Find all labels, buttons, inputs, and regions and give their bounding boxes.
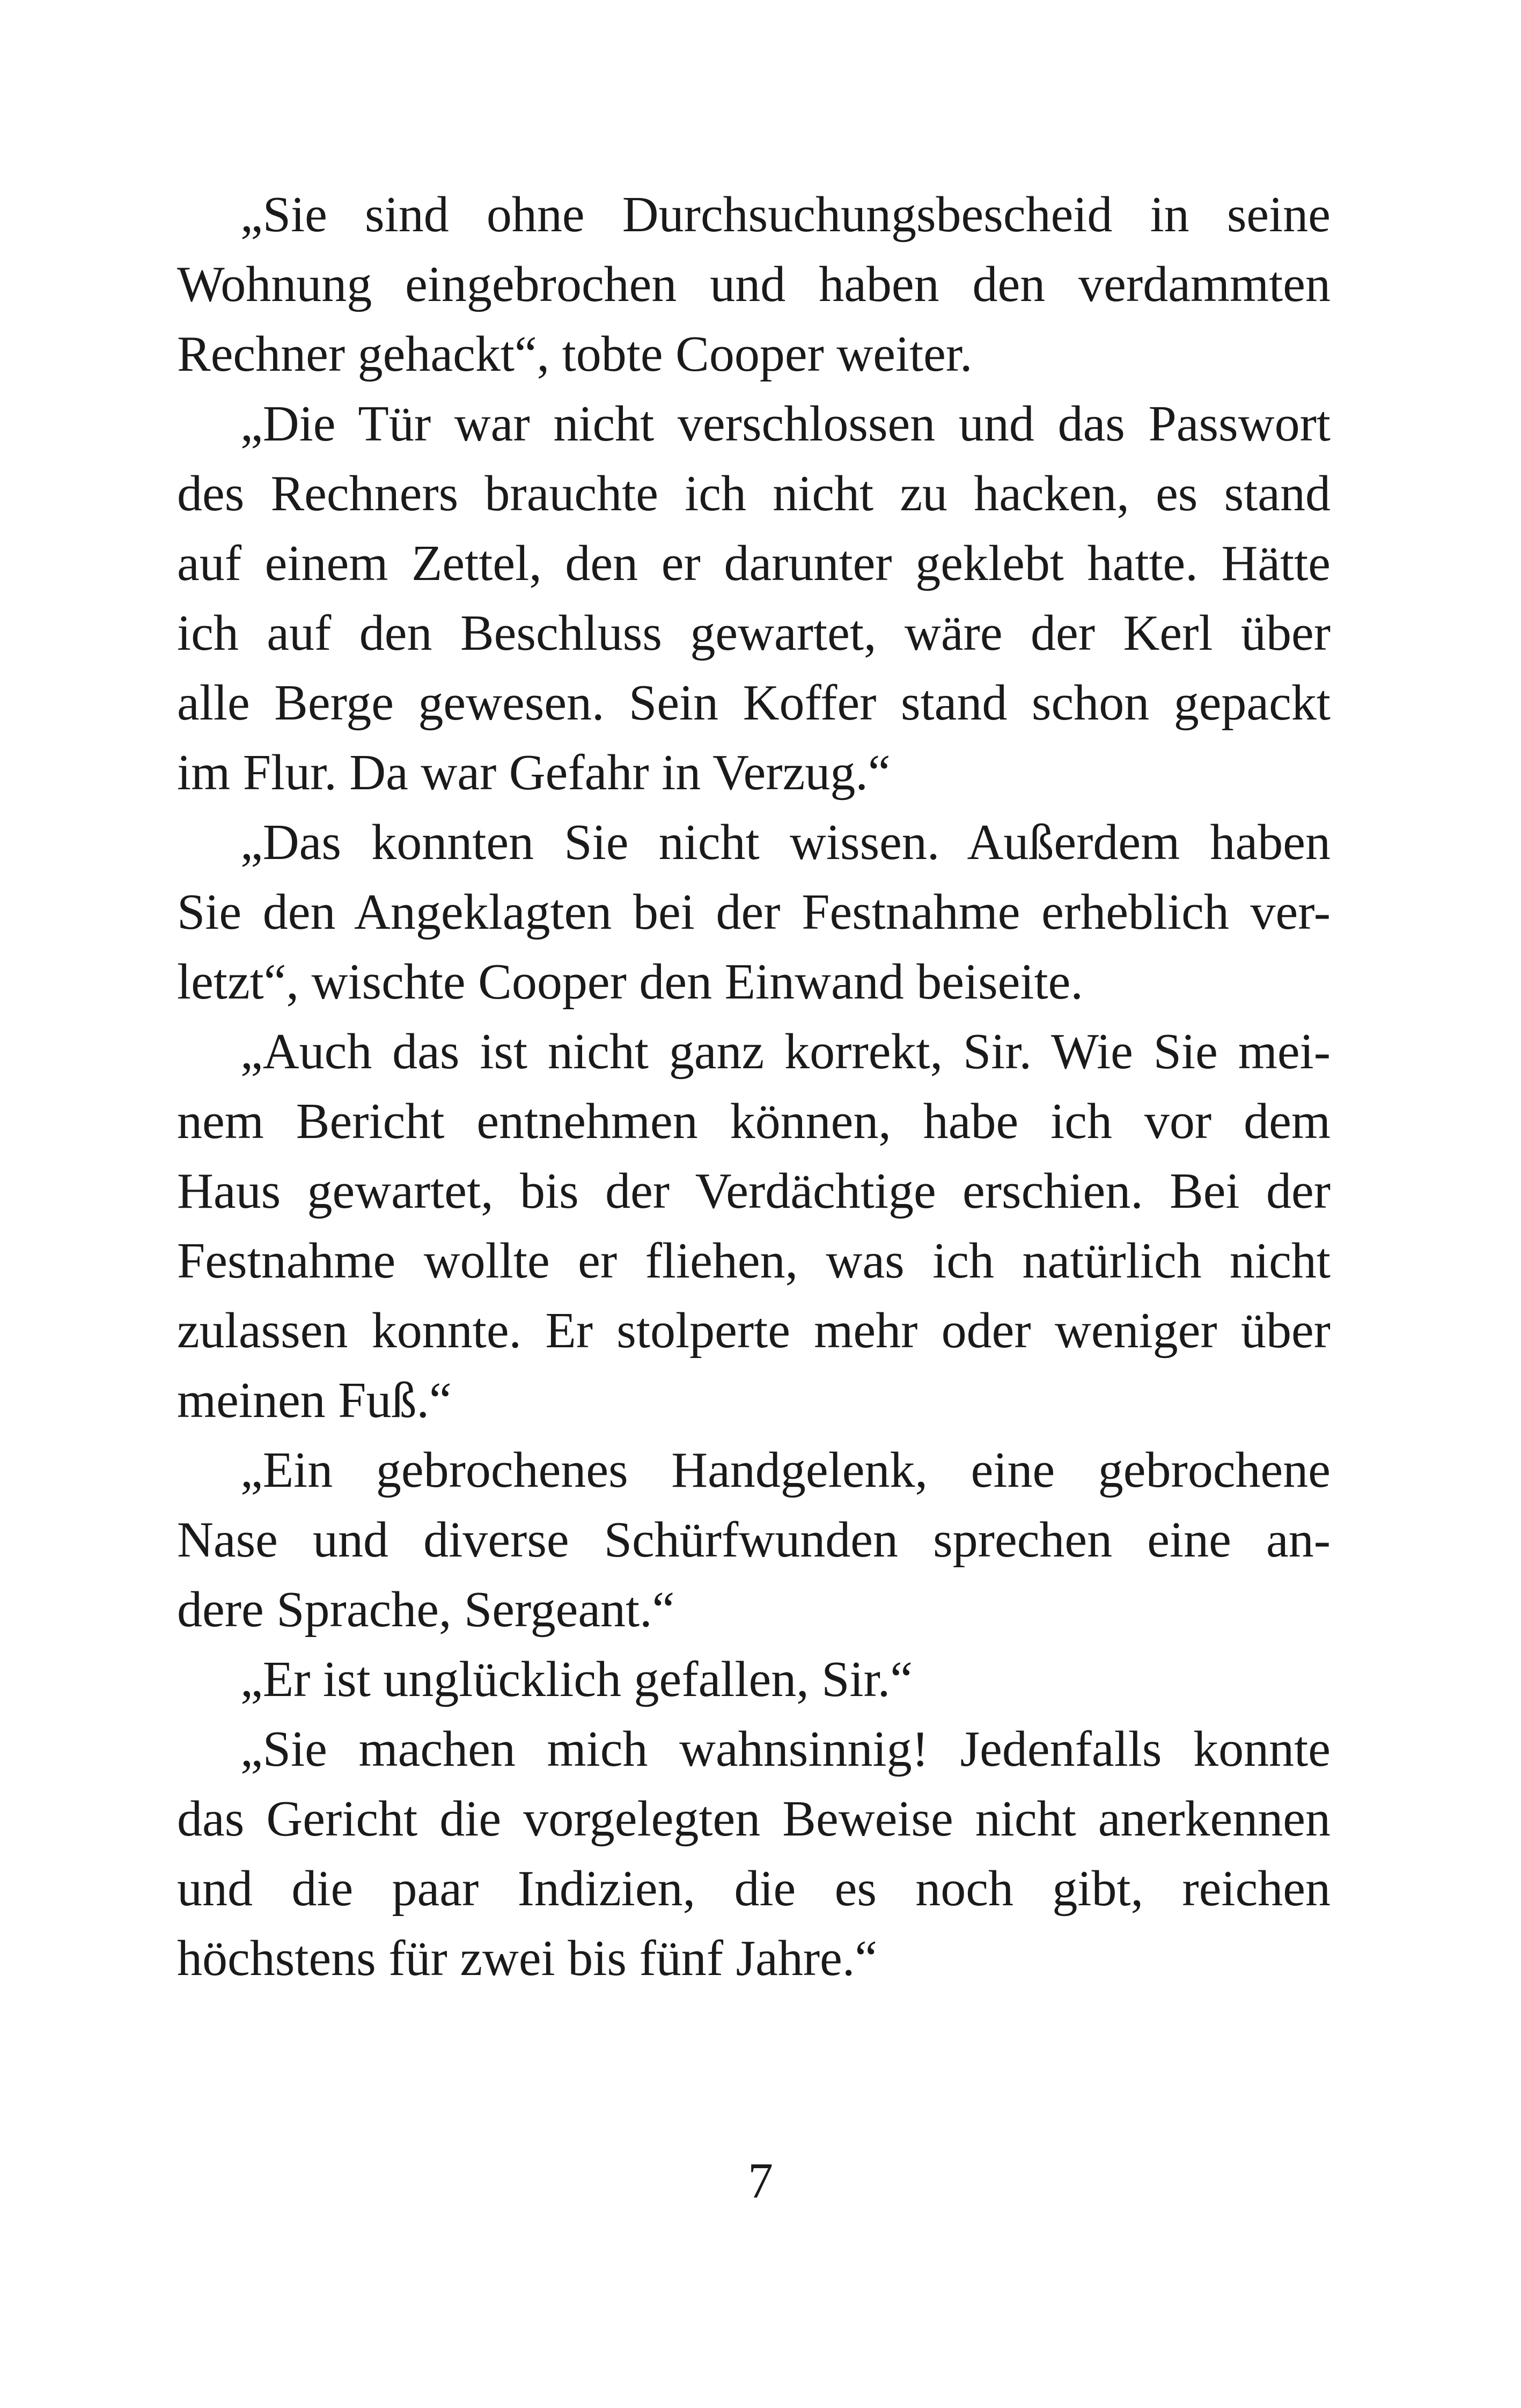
text-line: ich auf den Beschluss gewartet, wäre der Kerl über bbox=[177, 605, 1331, 661]
text-line: Haus gewartet, bis der Verdächtige erschien. Bei der bbox=[177, 1163, 1331, 1219]
text-line: „Sie sind ohne Durchsuchungsbescheid in seine bbox=[240, 187, 1331, 243]
text-line: Wohnung eingebrochen und haben den verdammten bbox=[177, 256, 1331, 312]
text-line: nem Bericht entnehmen können, habe ich vor dem bbox=[177, 1093, 1331, 1149]
text-line: auf einem Zettel, den er darunter geklebt hatte. Hätte bbox=[177, 535, 1331, 591]
text-line: letzt“, wischte Cooper den Einwand beiseite. bbox=[177, 954, 1083, 1010]
text-line: das Gericht die vorgelegten Beweise nicht anerkennen bbox=[177, 1791, 1331, 1847]
text-line: Nase und diverse Schürfwunden sprechen eine an- bbox=[177, 1512, 1331, 1568]
text-line: „Er ist unglücklich gefallen, Sir.“ bbox=[240, 1651, 913, 1707]
text-line: „Ein gebrochenes Handgelenk, eine gebrochene bbox=[240, 1442, 1331, 1498]
text-line: des Rechners brauchte ich nicht zu hacken, es stand bbox=[177, 466, 1331, 522]
text-line: meinen Fuß.“ bbox=[177, 1372, 452, 1428]
text-line: Sie den Angeklagten bei der Festnahme erheblich ver- bbox=[177, 884, 1331, 940]
text-line: Festnahme wollte er fliehen, was ich natürlich nicht bbox=[177, 1233, 1331, 1289]
text-line: höchstens für zwei bis fünf Jahre.“ bbox=[177, 1930, 878, 1986]
text-line: „Die Tür war nicht verschlossen und das Passwort bbox=[240, 396, 1331, 452]
text-line: „Auch das ist nicht ganz korrekt, Sir. Wie Sie mei- bbox=[240, 1024, 1331, 1080]
text-line: alle Berge gewesen. Sein Koffer stand schon gepackt bbox=[177, 675, 1331, 731]
text-line: im Flur. Da war Gefahr in Verzug.“ bbox=[177, 745, 891, 801]
text-line: Rechner gehackt“, tobte Cooper weiter. bbox=[177, 326, 973, 382]
text-line: zulassen konnte. Er stolperte mehr oder weniger über bbox=[177, 1303, 1331, 1359]
body-text bbox=[177, 180, 1331, 1993]
text-line: dere Sprache, Sergeant.“ bbox=[177, 1582, 675, 1638]
text-line: und die paar Indizien, die es noch gibt, reichen bbox=[177, 1861, 1331, 1917]
text-line: „Sie machen mich wahnsinnig! Jedenfalls konnte bbox=[240, 1721, 1331, 1777]
page-number: 7 bbox=[748, 2153, 773, 2209]
text-line: „Das konnten Sie nicht wissen. Außerdem haben bbox=[240, 814, 1331, 870]
